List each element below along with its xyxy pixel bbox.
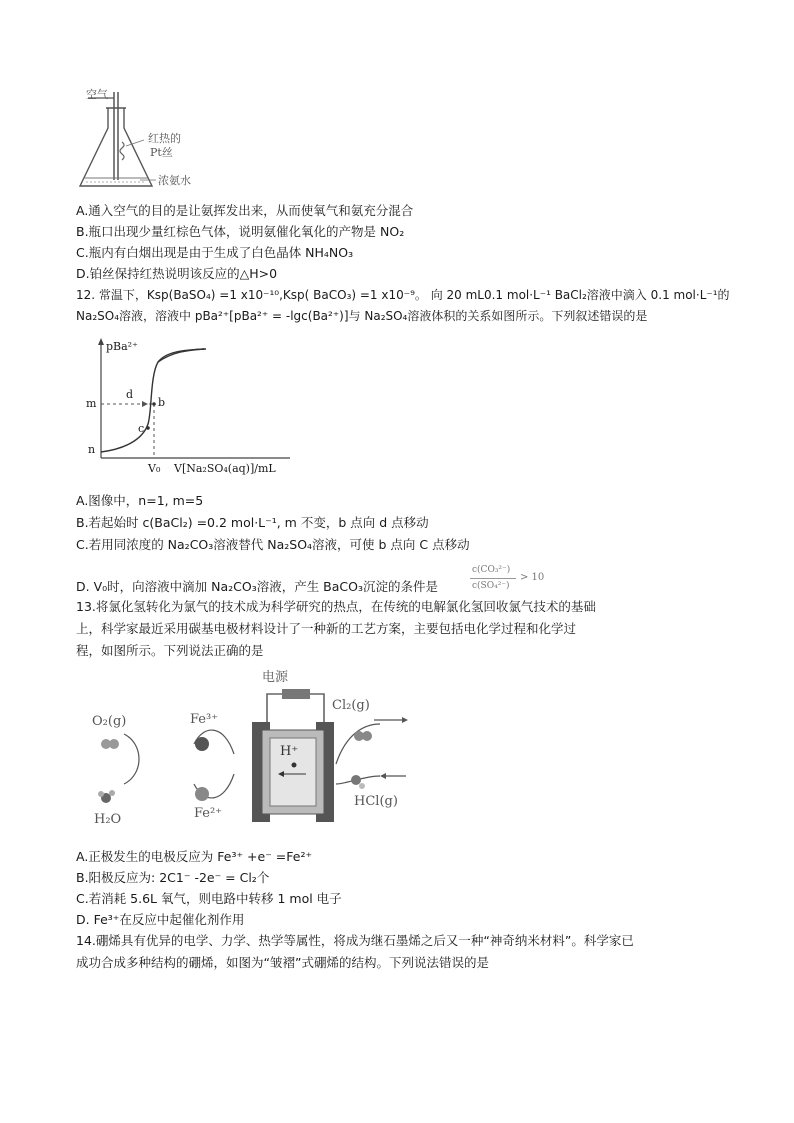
q13-stem-2: 上，科学家最近采用碳基电极材料设计了一种新的工艺方案，主要包括电化学过程和化学过 <box>76 621 577 636</box>
q12-graph <box>76 336 296 484</box>
q13-label-hplus: H⁺ <box>280 744 299 759</box>
q12-graph-x-label: V[Na₂SO₄(aq)]/mL <box>174 462 276 475</box>
q12-stem-1: 12. 常温下，Ksp(BaSO₄) =1 x10⁻¹⁰,Ksp( BaCO₃) =1 x10⁻⁹。 向 20 mL0.1 mol·L⁻¹ BaCl₂溶液中滴入 0.1 mol·L⁻¹的 <box>76 288 730 302</box>
q14-stem-1: 14.硼烯具有优异的电学、力学、热学等属性，将成为继石墨烯之后又一种“神奇纳米材料”。科学家已 <box>76 933 634 948</box>
flask-label-ammonia: 浓氨水 <box>158 174 191 187</box>
q11-option-a: A.通入空气的目的是让氨挥发出来，从而使氧气和氨充分混合 <box>76 203 414 218</box>
q12-d-fraction <box>468 562 548 596</box>
q13-label-o2: O₂(g) <box>92 714 127 729</box>
q11-option-b: B.瓶口出现少量红棕色气体，说明氨催化氧化的产物是 NO₂ <box>76 224 405 239</box>
q12-graph-n-label: n <box>88 443 96 456</box>
q12-graph-d-label: d <box>126 388 134 401</box>
q13-option-c: C.若消耗 5.6L 氧气，则电路中转移 1 mol 电子 <box>76 891 342 906</box>
q13-label-fe2: Fe²⁺ <box>194 806 223 821</box>
q12-option-c: C.若用同浓度的 Na₂CO₃溶液替代 Na₂SO₄溶液，可使 b 点向 C 点移动 <box>76 537 470 552</box>
flask-figure <box>70 88 210 198</box>
q13-label-power: 电源 <box>262 670 289 685</box>
q12-stem-2: Na₂SO₄溶液，溶液中 pBa²⁺[pBa²⁺ = -lgc(Ba²⁺)]与 Na₂SO₄溶液体积的关系如图所示。下列叙述错误的是 <box>76 309 648 323</box>
flask-label-pt-1: 红热的 <box>148 132 181 145</box>
q12-option-d: D. V₀时，向溶液中滴加 Na₂CO₃溶液，产生 BaCO₃沉淀的条件是 <box>76 579 438 594</box>
flask-label-pt-2: Pt丝 <box>150 146 173 159</box>
q13-label-hcl: HCl(g) <box>354 794 398 809</box>
q12-graph-m-label: m <box>86 397 97 410</box>
q13-stem-1: 13.将氯化氢转化为氯气的技术成为科学研究的热点，在传统的电解氯化氢回收氯气技术的基础 <box>76 599 596 614</box>
q12-d-comparison: > 10 <box>520 572 545 583</box>
q13-label-h2o: H₂O <box>94 812 122 827</box>
q13-option-b: B.阳极反应为: 2C1⁻ -2e⁻ = Cl₂个 <box>76 870 270 885</box>
q12-option-a: A.图像中，n=1, m=5 <box>76 493 204 508</box>
flask-label-air: 空气 <box>86 88 108 101</box>
q12-graph-b-label: b <box>158 396 166 409</box>
q11-option-d: D.铂丝保持红热说明该反应的△H>0 <box>76 266 278 281</box>
q11-option-c: C.瓶内有白烟出现是由于生成了白色晶体 NH₄NO₃ <box>76 245 354 260</box>
q13-option-a: A.正极发生的电极反应为 Fe³⁺ +e⁻ =Fe²⁺ <box>76 849 313 864</box>
q12-option-b: B.若起始时 c(BaCl₂) =0.2 mol·L⁻¹, m 不变，b 点向 d 点移动 <box>76 515 429 530</box>
q13-label-cl2: Cl₂(g) <box>332 698 370 713</box>
q14-stem-2: 成功合成多种结构的硼烯，如图为“皱褶”式硼烯的结构。下列说法错误的是 <box>76 955 489 970</box>
q12-graph-c-label: c <box>138 422 145 435</box>
q13-stem-3: 程，如图所示。下列说法正确的是 <box>76 643 264 658</box>
q12-d-numerator: c(CO₃²⁻) <box>472 565 511 575</box>
q12-d-bar <box>470 578 516 579</box>
q13-diagram <box>84 664 414 834</box>
q12-graph-y-label: pBa²⁺ <box>106 340 138 353</box>
q13-label-fe3: Fe³⁺ <box>190 712 219 727</box>
q12-graph-v0-label: V₀ <box>148 462 161 475</box>
q13-option-d: D. Fe³⁺在反应中起催化剂作用 <box>76 912 245 927</box>
q12-d-denominator: c(SO₄²⁻) <box>472 581 510 591</box>
